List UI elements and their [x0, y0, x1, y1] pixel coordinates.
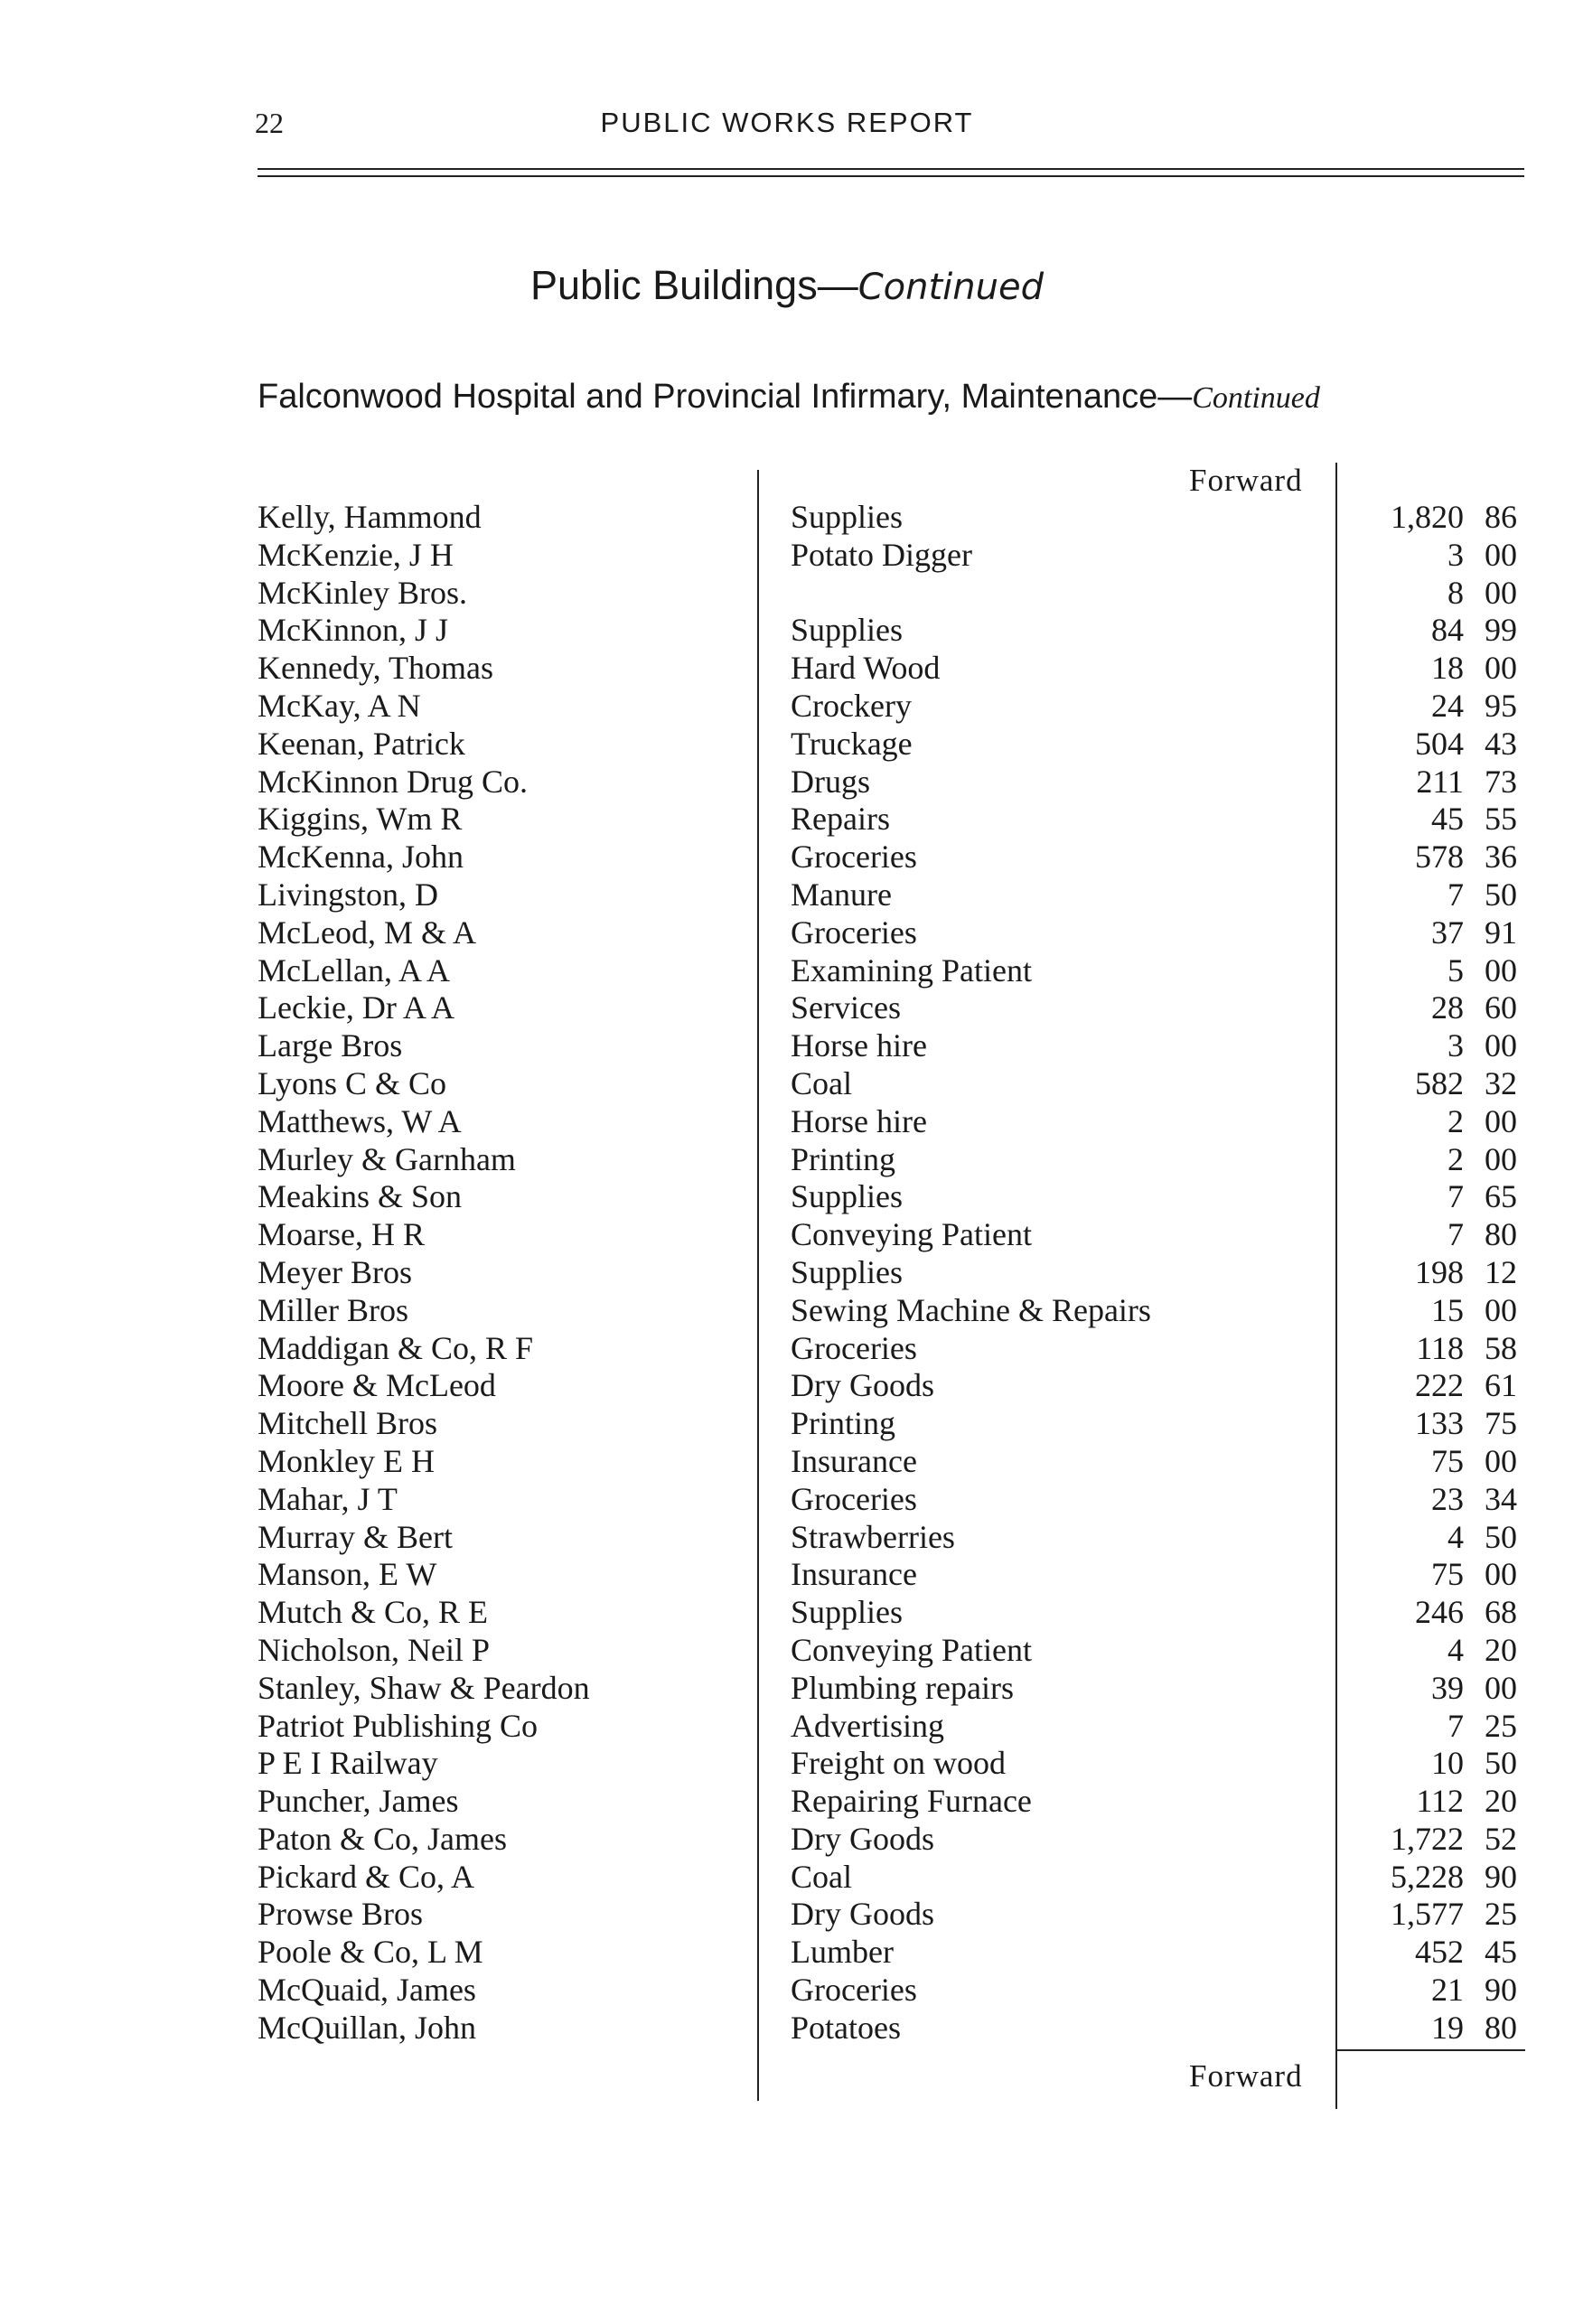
- payee-name: Puncher, James: [258, 1783, 459, 1820]
- payee-name: Matthews, W A: [258, 1102, 462, 1139]
- amount-cents: 00: [1485, 536, 1517, 573]
- forward-label-bottom: Forward: [1189, 2058, 1303, 2094]
- item-description: Groceries: [791, 1972, 917, 2009]
- section-title-text: Public Buildings—: [530, 262, 858, 308]
- amount-dollars: 133: [1415, 1405, 1464, 1442]
- payee-name: McQuaid, James: [258, 1972, 476, 2009]
- amount-cents: 91: [1485, 914, 1517, 951]
- amount-dollars: 28: [1431, 989, 1464, 1026]
- amount-dollars: 7: [1448, 876, 1464, 913]
- section-title: [0, 262, 1574, 309]
- payee-name: P E I Railway: [258, 1745, 438, 1782]
- item-description: Groceries: [791, 914, 917, 951]
- amount-dollars: 3: [1448, 1027, 1464, 1064]
- payee-name: McKenna, John: [258, 839, 464, 876]
- amount-dollars: 7: [1448, 1178, 1464, 1215]
- payee-name: Mitchell Bros: [258, 1405, 437, 1442]
- table-row: [0, 1292, 1574, 1330]
- item-description: Groceries: [791, 1480, 917, 1517]
- table-row: [0, 499, 1574, 537]
- table-row: [0, 1934, 1574, 1972]
- amount-cents: 36: [1485, 839, 1517, 876]
- table-row: [0, 1254, 1574, 1292]
- table-row: [0, 1103, 1574, 1141]
- amount-dollars: 4: [1448, 1518, 1464, 1555]
- amount-dollars: 21: [1431, 1972, 1464, 2009]
- payee-name: Kelly, Hammond: [258, 499, 482, 535]
- amount-cents: 58: [1485, 1329, 1517, 1366]
- payee-name: Mutch & Co, R E: [258, 1594, 489, 1631]
- item-description: Groceries: [791, 839, 917, 876]
- amount-dollars: 1,577: [1391, 1896, 1464, 1933]
- item-description: Freight on wood: [791, 1745, 1006, 1782]
- payee-name: Miller Bros: [258, 1291, 408, 1328]
- amount-dollars: 7: [1448, 1216, 1464, 1253]
- table-row: [0, 876, 1574, 914]
- amount-cents: 80: [1485, 1216, 1517, 1253]
- amount-cents: 65: [1485, 1178, 1517, 1215]
- item-description: Supplies: [791, 1253, 904, 1290]
- table-row: [0, 1821, 1574, 1859]
- payee-name: Manson, E W: [258, 1556, 437, 1593]
- item-description: Groceries: [791, 1329, 917, 1366]
- payee-name: McLeod, M & A: [258, 914, 476, 951]
- amount-cents: 00: [1485, 1027, 1517, 1064]
- item-description: Potato Digger: [791, 536, 972, 573]
- table-row: [0, 1141, 1574, 1179]
- amount-cents: 90: [1485, 1972, 1517, 2009]
- item-description: Lumber: [791, 1934, 894, 1971]
- table-row: [0, 989, 1574, 1027]
- amount-cents: 32: [1485, 1064, 1517, 1101]
- item-description: Dry Goods: [791, 1820, 934, 1857]
- payee-name: Leckie, Dr A A: [258, 989, 454, 1026]
- amount-dollars: 118: [1416, 1329, 1464, 1366]
- payee-name: Pickard & Co, A: [258, 1858, 474, 1895]
- item-description: Horse hire: [791, 1027, 927, 1064]
- amount-cents: 55: [1485, 801, 1517, 838]
- item-description: Dry Goods: [791, 1896, 934, 1933]
- table-row: [0, 914, 1574, 952]
- table-row: [0, 688, 1574, 726]
- payee-name: Livingston, D: [258, 876, 439, 913]
- amount-dollars: 578: [1415, 839, 1464, 876]
- amount-cents: 61: [1485, 1367, 1517, 1404]
- item-description: Printing: [791, 1140, 896, 1177]
- amount-dollars: 198: [1415, 1253, 1464, 1290]
- amount-cents: 00: [1485, 650, 1517, 687]
- payee-name: Stanley, Shaw & Peardon: [258, 1669, 590, 1706]
- table-row: [0, 1670, 1574, 1708]
- table-row: [0, 1216, 1574, 1254]
- item-description: Coal: [791, 1858, 852, 1895]
- item-description: Supplies: [791, 1178, 904, 1215]
- ledger-rows: [0, 499, 1574, 2048]
- total-underline: [1337, 2049, 1525, 2051]
- header-rule-bottom: [258, 175, 1524, 177]
- item-description: Hard Wood: [791, 650, 941, 687]
- amount-dollars: 582: [1415, 1064, 1464, 1101]
- table-row: [0, 1783, 1574, 1821]
- amount-cents: 34: [1485, 1480, 1517, 1517]
- item-description: Crockery: [791, 687, 912, 724]
- payee-name: Meakins & Son: [258, 1178, 463, 1215]
- table-row: [0, 1519, 1574, 1557]
- item-description: Conveying Patient: [791, 1631, 1032, 1668]
- amount-dollars: 5: [1448, 951, 1464, 989]
- table-row: [0, 537, 1574, 575]
- amount-cents: 52: [1485, 1820, 1517, 1857]
- table-row: [0, 952, 1574, 990]
- amount-cents: 95: [1485, 687, 1517, 724]
- amount-cents: 00: [1485, 1102, 1517, 1139]
- amount-dollars: 1,820: [1391, 499, 1464, 535]
- amount-dollars: 1,722: [1391, 1820, 1464, 1857]
- amount-dollars: 15: [1431, 1291, 1464, 1328]
- amount-cents: 25: [1485, 1707, 1517, 1744]
- payee-name: Moore & McLeod: [258, 1367, 496, 1404]
- amount-dollars: 5,228: [1391, 1858, 1464, 1895]
- item-description: Sewing Machine & Repairs: [791, 1291, 1151, 1328]
- amount-cents: 00: [1485, 951, 1517, 989]
- item-description: Printing: [791, 1405, 896, 1442]
- payee-name: Lyons C & Co: [258, 1064, 447, 1101]
- payee-name: Large Bros: [258, 1027, 403, 1064]
- item-description: Coal: [791, 1064, 852, 1101]
- amount-dollars: 112: [1416, 1783, 1464, 1820]
- table-row: [0, 1367, 1574, 1405]
- table-row: [0, 726, 1574, 764]
- subsection-title-continued: Continued: [1192, 381, 1320, 415]
- amount-cents: 00: [1485, 1140, 1517, 1177]
- running-title: PUBLIC WORKS REPORT: [600, 107, 974, 138]
- amount-dollars: 3: [1448, 536, 1464, 573]
- table-row: [0, 2010, 1574, 2048]
- amount-dollars: 10: [1431, 1745, 1464, 1782]
- table-row: [0, 1027, 1574, 1065]
- amount-cents: 45: [1485, 1934, 1517, 1971]
- item-description: Examining Patient: [791, 951, 1032, 989]
- item-description: Potatoes: [791, 2009, 901, 2046]
- table-row: [0, 1443, 1574, 1481]
- table-row: [0, 1481, 1574, 1519]
- payee-name: Mahar, J T: [258, 1480, 398, 1517]
- amount-dollars: 39: [1431, 1669, 1464, 1706]
- amount-dollars: 19: [1431, 2009, 1464, 2046]
- amount-dollars: 246: [1415, 1594, 1464, 1631]
- amount-cents: 43: [1485, 725, 1517, 762]
- item-description: Strawberries: [791, 1518, 955, 1555]
- item-description: Services: [791, 989, 901, 1026]
- table-row: [0, 1065, 1574, 1103]
- amount-cents: 80: [1485, 2009, 1517, 2046]
- payee-name: Paton & Co, James: [258, 1820, 507, 1857]
- table-row: [0, 1330, 1574, 1368]
- forward-label-top: Forward: [1189, 463, 1303, 498]
- table-row: [0, 1594, 1574, 1632]
- amount-cents: 50: [1485, 876, 1517, 913]
- header-rule-top: [258, 168, 1524, 170]
- payee-name: McKinnon Drug Co.: [258, 763, 528, 800]
- amount-dollars: 222: [1415, 1367, 1464, 1404]
- amount-cents: 60: [1485, 989, 1517, 1026]
- subsection-title: [258, 378, 1320, 417]
- amount-dollars: 75: [1431, 1556, 1464, 1593]
- item-description: Drugs: [791, 763, 870, 800]
- amount-cents: 50: [1485, 1518, 1517, 1555]
- amount-cents: 75: [1485, 1405, 1517, 1442]
- amount-dollars: 2: [1448, 1102, 1464, 1139]
- payee-name: Patriot Publishing Co: [258, 1707, 539, 1744]
- table-row: [0, 1972, 1574, 2010]
- item-description: Conveying Patient: [791, 1216, 1032, 1253]
- item-description: Plumbing repairs: [791, 1669, 1014, 1706]
- item-description: Truckage: [791, 725, 913, 762]
- amount-cents: 00: [1485, 1291, 1517, 1328]
- payee-name: Maddigan & Co, R F: [258, 1329, 534, 1366]
- table-row: [0, 1178, 1574, 1216]
- item-description: Dry Goods: [791, 1367, 934, 1404]
- payee-name: McKenzie, J H: [258, 536, 454, 573]
- subsection-title-text: Falconwood Hospital and Provincial Infirmary, Maintenance—: [258, 378, 1193, 416]
- amount-dollars: 7: [1448, 1707, 1464, 1744]
- table-row: [0, 1859, 1574, 1897]
- item-description: Insurance: [791, 1556, 917, 1593]
- amount-dollars: 45: [1431, 801, 1464, 838]
- amount-cents: 73: [1485, 763, 1517, 800]
- table-row: [0, 839, 1574, 876]
- table-row: [0, 1632, 1574, 1670]
- table-row: [0, 801, 1574, 839]
- table-row: [0, 1405, 1574, 1443]
- payee-name: Monkley E H: [258, 1442, 435, 1479]
- amount-dollars: 211: [1416, 763, 1464, 800]
- amount-cents: 00: [1485, 1669, 1517, 1706]
- payee-name: Keenan, Patrick: [258, 725, 465, 762]
- payee-name: McKinley Bros.: [258, 574, 467, 611]
- item-description: Manure: [791, 876, 892, 913]
- payee-name: Meyer Bros: [258, 1253, 412, 1290]
- amount-cents: 68: [1485, 1594, 1517, 1631]
- table-row: [0, 1745, 1574, 1783]
- payee-name: McKinnon, J J: [258, 612, 449, 649]
- table-row: [0, 1708, 1574, 1746]
- amount-cents: 25: [1485, 1896, 1517, 1933]
- amount-cents: 00: [1485, 574, 1517, 611]
- amount-cents: 00: [1485, 1556, 1517, 1593]
- payee-name: McLellan, A A: [258, 951, 450, 989]
- table-row: [0, 1556, 1574, 1594]
- amount-cents: 90: [1485, 1858, 1517, 1895]
- table-row: [0, 1896, 1574, 1934]
- amount-cents: 86: [1485, 499, 1517, 535]
- amount-dollars: 2: [1448, 1140, 1464, 1177]
- amount-dollars: 75: [1431, 1442, 1464, 1479]
- item-description: Insurance: [791, 1442, 917, 1479]
- payee-name: McKay, A N: [258, 687, 421, 724]
- amount-cents: 20: [1485, 1783, 1517, 1820]
- payee-name: Moarse, H R: [258, 1216, 425, 1253]
- amount-dollars: 4: [1448, 1631, 1464, 1668]
- payee-name: Poole & Co, L M: [258, 1934, 483, 1971]
- payee-name: Prowse Bros: [258, 1896, 424, 1933]
- item-description: Advertising: [791, 1707, 944, 1744]
- amount-dollars: 23: [1431, 1480, 1464, 1517]
- amount-dollars: 452: [1415, 1934, 1464, 1971]
- table-row: [0, 612, 1574, 650]
- item-description: Supplies: [791, 1594, 904, 1631]
- amount-cents: 12: [1485, 1253, 1517, 1290]
- amount-cents: 50: [1485, 1745, 1517, 1782]
- amount-cents: 00: [1485, 1442, 1517, 1479]
- payee-name: Nicholson, Neil P: [258, 1631, 490, 1668]
- table-row: [0, 650, 1574, 688]
- amount-dollars: 504: [1415, 725, 1464, 762]
- amount-dollars: 8: [1448, 574, 1464, 611]
- amount-dollars: 84: [1431, 612, 1464, 649]
- amount-cents: 99: [1485, 612, 1517, 649]
- table-row: [0, 764, 1574, 801]
- item-description: Supplies: [791, 499, 904, 535]
- section-title-continued: Continued: [857, 267, 1044, 308]
- item-description: Supplies: [791, 612, 904, 649]
- payee-name: McQuillan, John: [258, 2009, 476, 2046]
- table-row: [0, 575, 1574, 613]
- item-description: Horse hire: [791, 1102, 927, 1139]
- payee-name: Kennedy, Thomas: [258, 650, 493, 687]
- amount-dollars: 18: [1431, 650, 1464, 687]
- payee-name: Murley & Garnham: [258, 1140, 516, 1177]
- page-number: 22: [255, 107, 284, 139]
- item-description: Repairs: [791, 801, 890, 838]
- item-description: Repairing Furnace: [791, 1783, 1032, 1820]
- payee-name: Murray & Bert: [258, 1518, 453, 1555]
- amount-dollars: 37: [1431, 914, 1464, 951]
- payee-name: Kiggins, Wm R: [258, 801, 463, 838]
- amount-dollars: 24: [1431, 687, 1464, 724]
- amount-cents: 20: [1485, 1631, 1517, 1668]
